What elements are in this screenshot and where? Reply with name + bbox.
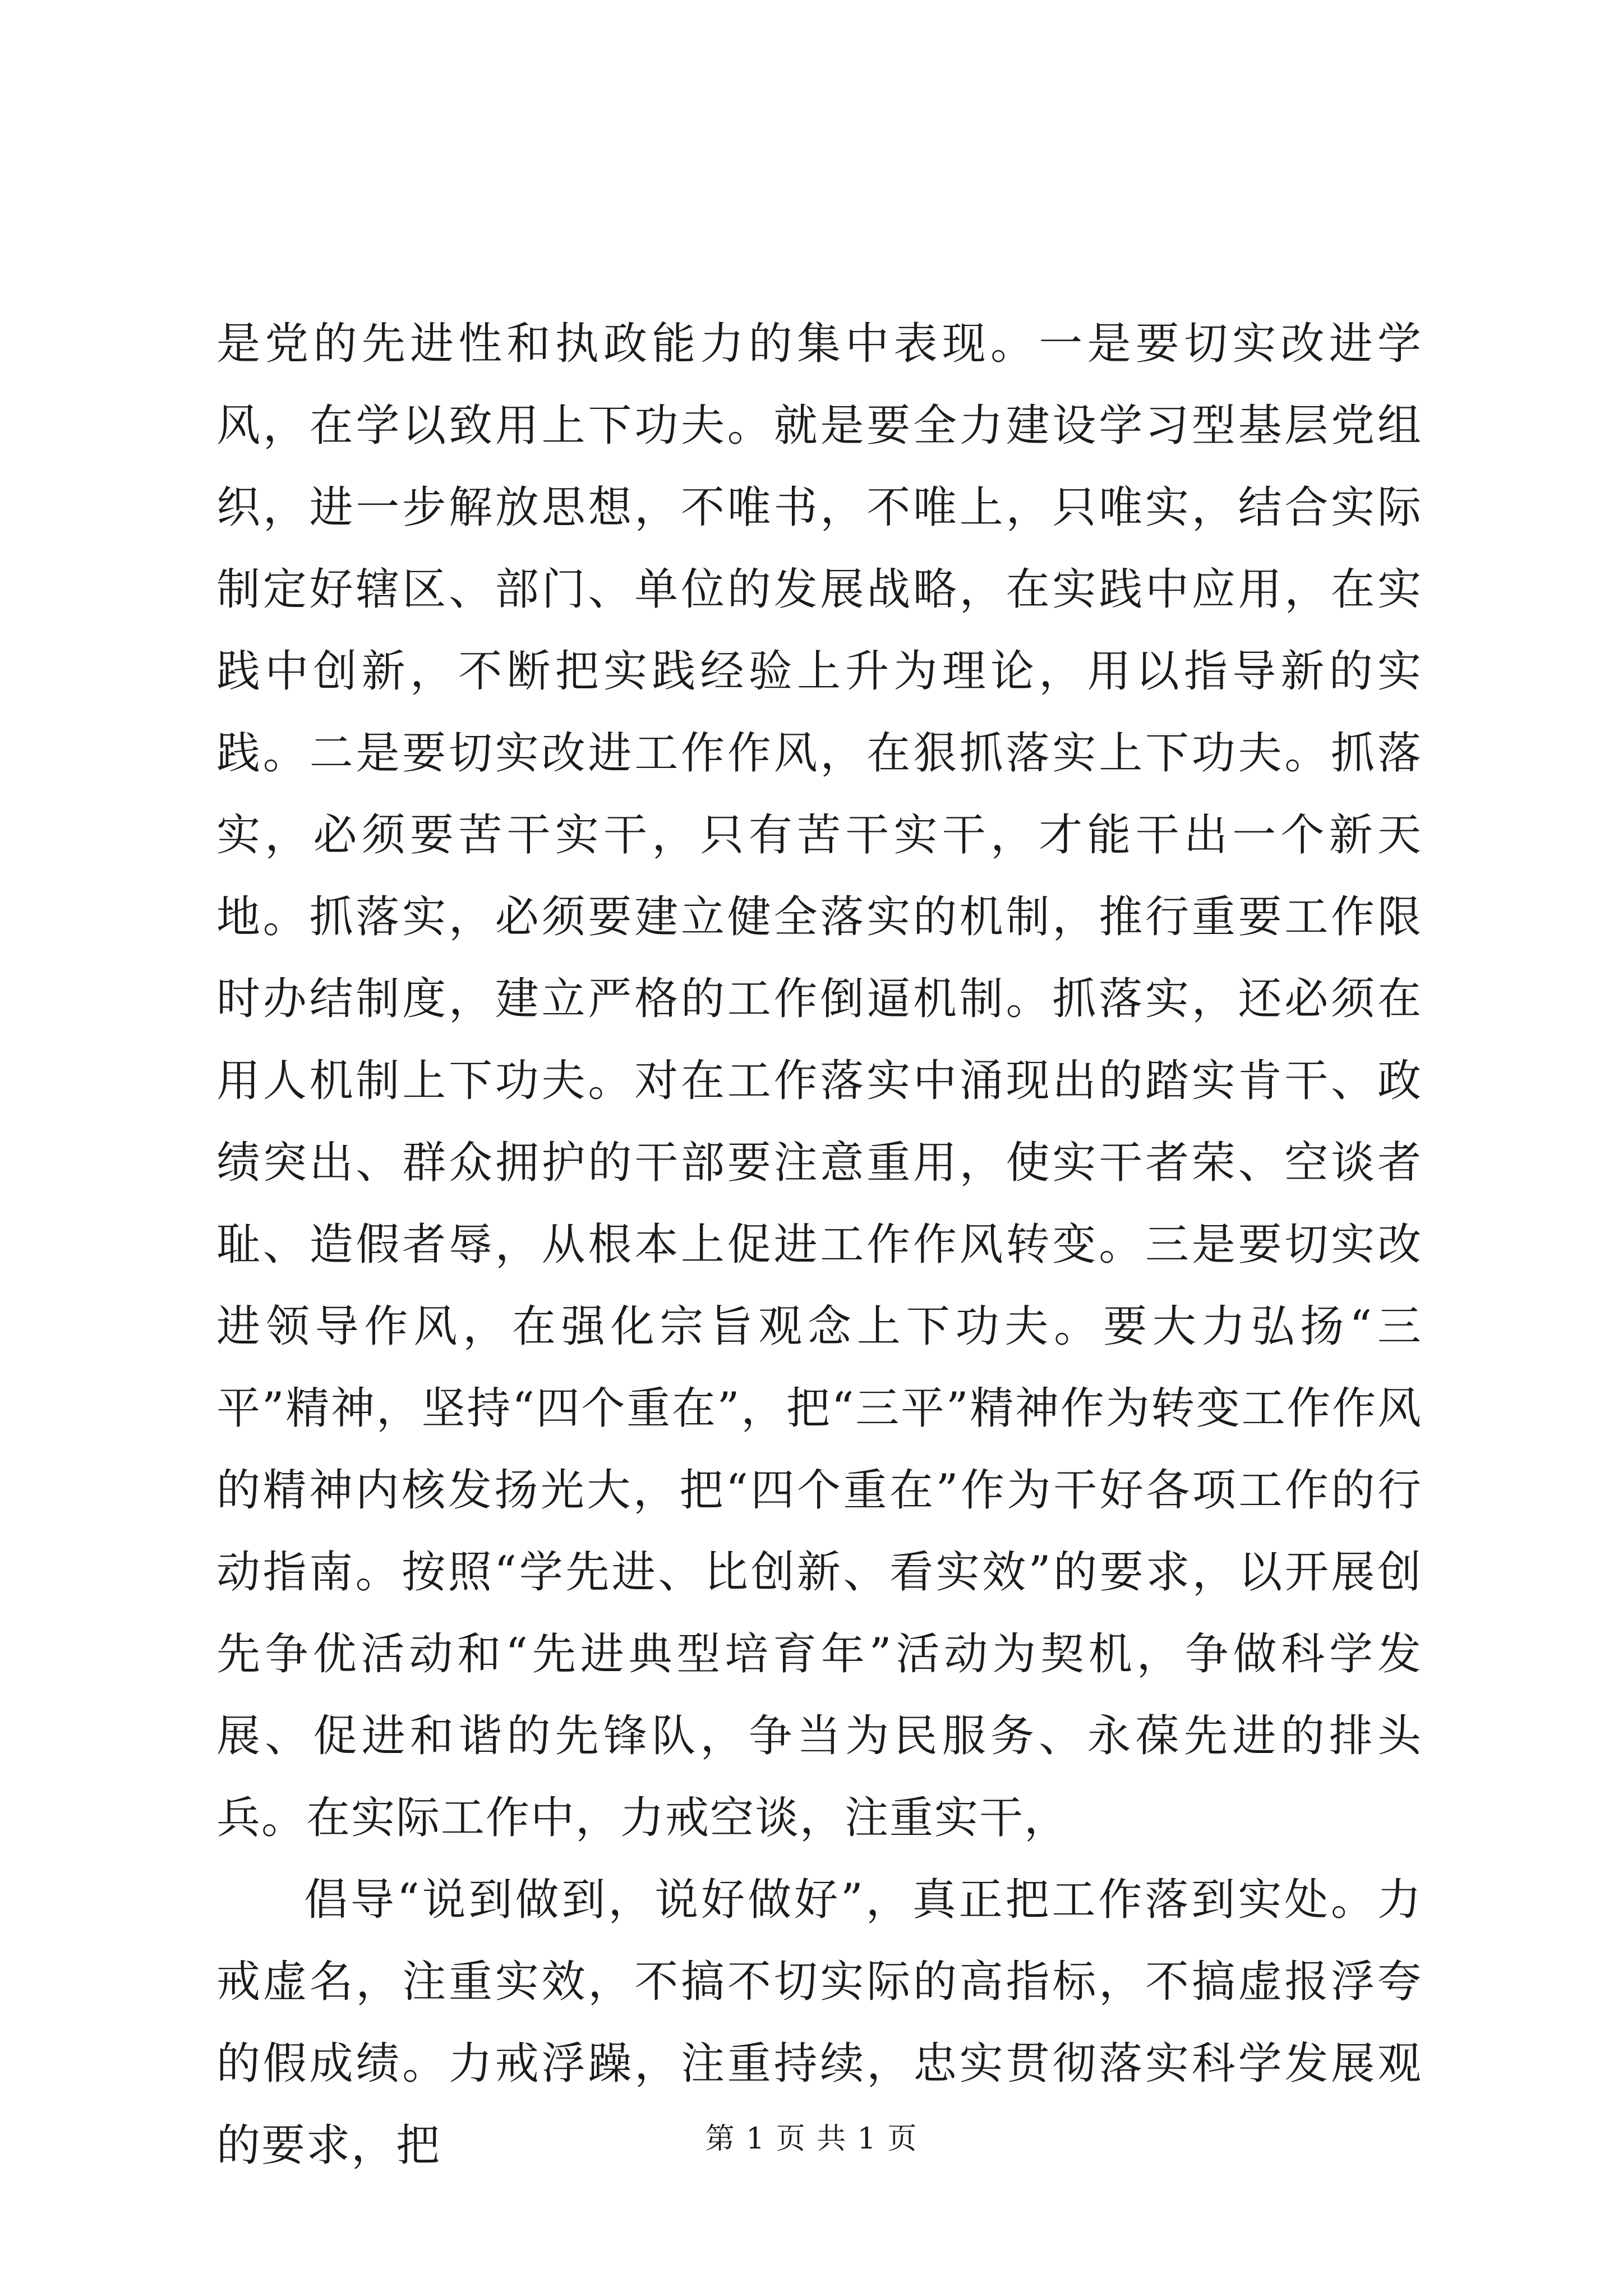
paragraph-1: 是党的先进性和执政能力的集中表现。一是要切实改进学风，在学以致用上下功夫。就是要全力建设学习型基层党组织，进一步解放思想，不唯书，不唯上，只唯实，结合实际制定好辖区、部门、单位的发展战略，在实践中应用，在实践中创新，不断把实践经验上升为理论，用以指导新的实践。二是要切实改进工作作风，在狠抓落实上下功夫。抓落实，必须要苦干实干，只有苦干实干，才能干出一个新天地。抓落实，必须要建立健全落实的机制，推行重要工作限时办结制度，建立严格的工作倒逼机制。抓落实，还必须在用人机制上下功夫。对在工作落实中涌现出的踏实肯干、政绩突出、群众拥护的干部要注意重用，使实干者荣、空谈者耻、造假者辱，从根本上促进工作作风转变。三是要切实改进领导作风，在强化宗旨观念上下功夫。要大力弘扬“三平”精神，坚持“四个重在”，把“三平”精神作为转变工作作风的精神内核发扬光大，把“四个重在”作为干好各项工作的行动指南。按照“学先进、比创新、看实效”的要求，以开展创先争优活动和“先进典型培育年”活动为契机，争做科学发展、促进和谐的先锋队，争当为民服务、永葆先进的排头兵。在实际工作中，力戒空谈，注重实干， — [216, 319, 1422, 1843]
document-body — [216, 303, 1422, 2187]
paragraph-2: 倡导“说到做到，说好做好”，真正把工作落到实处。力戒虚名，注重实效，不搞不切实际的高指标，不搞虚报浮夸的假成绩。力戒浮躁，注重持续，忠实贯彻落实科学发展观的要求，把 — [216, 1875, 1422, 2171]
page-footer: 第 1 页 共 1 页 — [705, 2122, 918, 2156]
